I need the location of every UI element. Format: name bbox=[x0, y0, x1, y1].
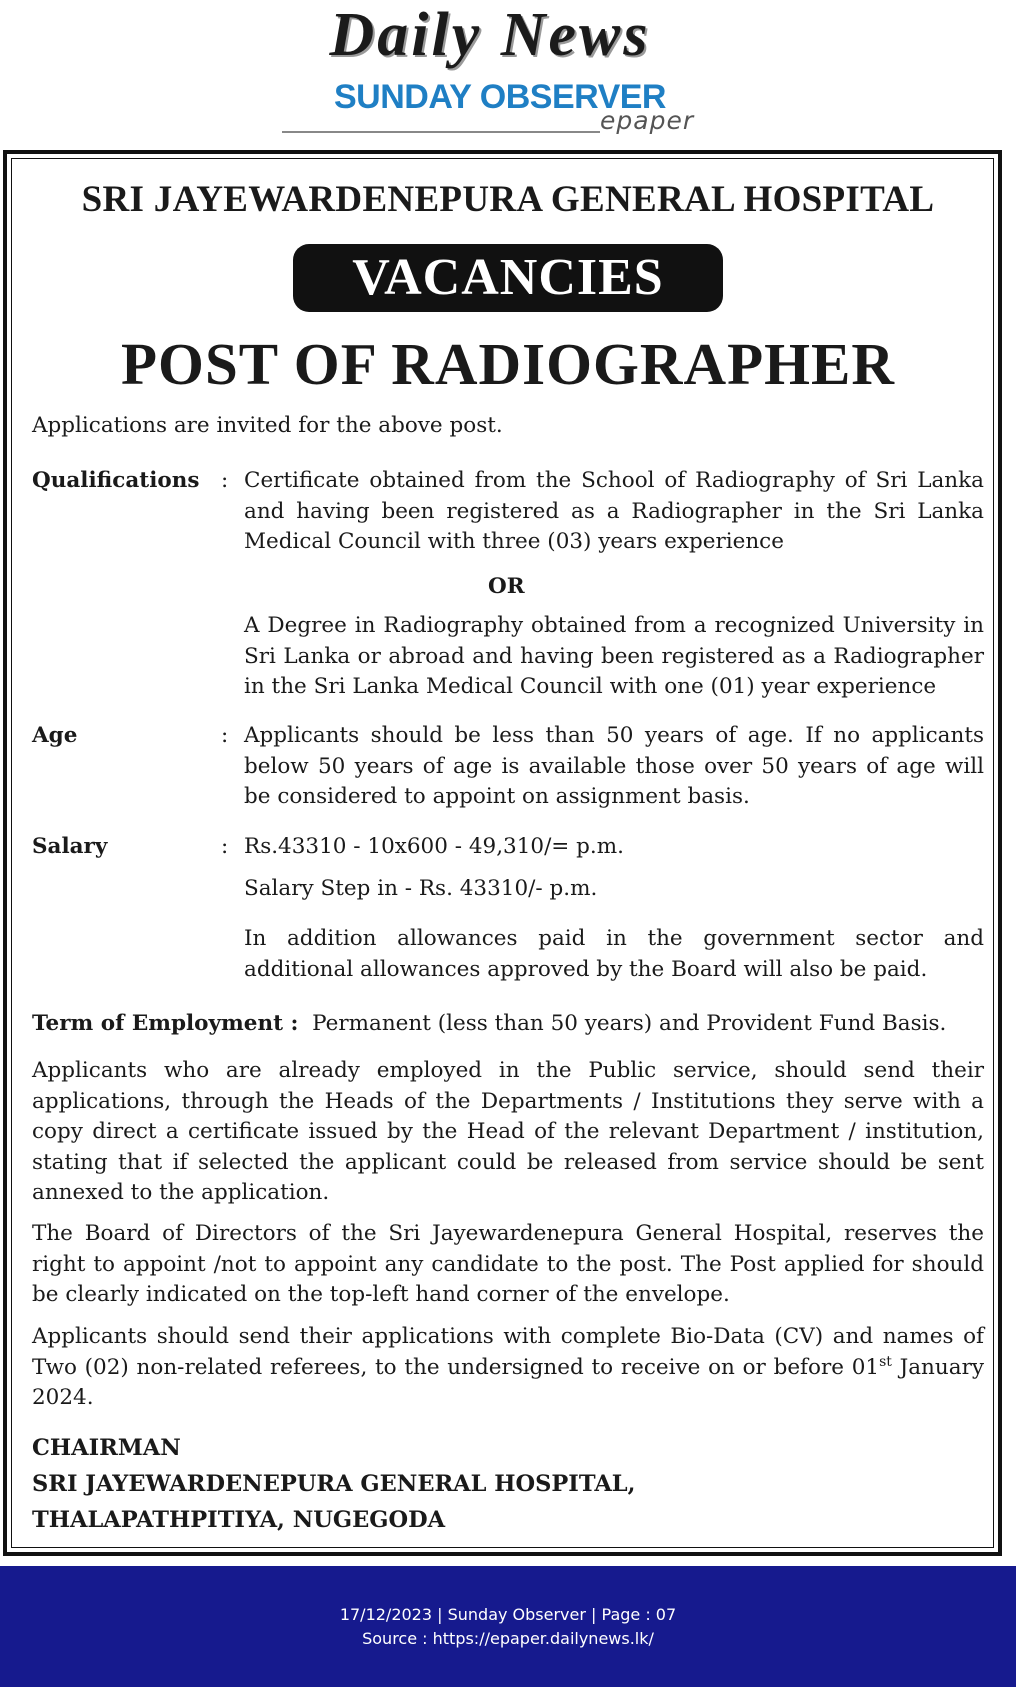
signature-hospital: SRI JAYEWARDENEPURA GENERAL HOSPITAL, bbox=[32, 1471, 636, 1497]
apply-paragraph bbox=[32, 1322, 984, 1414]
logo-subtitle: SUNDAY OBSERVER bbox=[334, 78, 666, 116]
post-title: POST OF RADIOGRAPHER bbox=[121, 331, 895, 397]
qualification-option-1: Certificate obtained from the School of Radiography of Sri Lanka and having been registered as a Radiographer in the Sri Lanka Medical Council with three (03) years experience bbox=[244, 468, 984, 554]
salary-allowances: In addition allowances paid in the government sector and additional allowances approved by the Board will also be paid. bbox=[244, 926, 984, 982]
or-separator: OR bbox=[488, 574, 525, 599]
salary-step: Salary Step in - Rs. 43310/- p.m. bbox=[244, 876, 598, 901]
logo-title: Daily News bbox=[329, 1, 651, 69]
masthead bbox=[0, 0, 1016, 146]
age-label: Age bbox=[32, 723, 78, 748]
qualification-option-2: A Degree in Radiography obtained from a recognized University in Sri Lanka or abroad and having been registered as a Radiographer in the Sri Lanka Medical Council with one (01) year experience bbox=[244, 613, 984, 699]
footer-date-line: 17/12/2023 | Sunday Observer | Page : 07 bbox=[339, 1605, 677, 1624]
logo-underline bbox=[282, 131, 600, 133]
footer-bar bbox=[0, 1566, 1016, 1687]
logo-tagline: epaper bbox=[600, 106, 695, 135]
qualifications-label: Qualifications bbox=[32, 468, 200, 493]
signature-address: THALAPATHPITIYA, NUGEGODA bbox=[32, 1507, 446, 1533]
term-text: Permanent (less than 50 years) and Provident Fund Basis. bbox=[312, 1011, 947, 1036]
age-colon: : bbox=[221, 723, 229, 748]
footer-source-line: Source : https://epaper.dailynews.lk/ bbox=[362, 1629, 654, 1648]
term-label: Term of Employment : bbox=[32, 1011, 299, 1036]
vacancies-badge: VACANCIES bbox=[293, 244, 723, 312]
board-paragraph: The Board of Directors of the Sri Jayewardenepura General Hospital, reserves the right to appoint /not to appoint any candidate to the post. The Post applied for should be clearly indicated on the top-left hand corner of the envelope. bbox=[32, 1221, 984, 1307]
age-text: Applicants should be less than 50 years of age. If no applicants below 50 years of age is available those over 50 years of age will be considered to appoint on assignment basis. bbox=[244, 723, 984, 809]
term-of-employment bbox=[32, 1009, 984, 1040]
apply-date-suffix: st bbox=[879, 1353, 892, 1370]
hospital-name: SRI JAYEWARDENEPURA GENERAL HOSPITAL bbox=[81, 179, 935, 220]
apply-text: Applicants should send their applications with complete Bio-Data (CV) and names of Two (02) non-related referees, to the undersigned to receive on or before 01 bbox=[32, 1324, 984, 1380]
salary-colon: : bbox=[221, 834, 229, 859]
intro-text: Applications are invited for the above post. bbox=[32, 413, 503, 438]
public-service-paragraph: Applicants who are already employed in the Public service, should send their applications, through the Heads of the Departments / Institutions they serve with a copy direct a certificate issued by the Head of the relevant Department / institution, stating that if selected the applicant could be released from service should be sent annexed to the application. bbox=[32, 1058, 984, 1205]
qualifications-colon: : bbox=[221, 468, 229, 493]
signature-title: CHAIRMAN bbox=[32, 1435, 181, 1461]
apply-text-end: January 2024. bbox=[32, 1354, 984, 1410]
salary-label: Salary bbox=[32, 834, 108, 859]
salary-scale: Rs.43310 - 10x600 - 49,310/= p.m. bbox=[244, 834, 624, 859]
